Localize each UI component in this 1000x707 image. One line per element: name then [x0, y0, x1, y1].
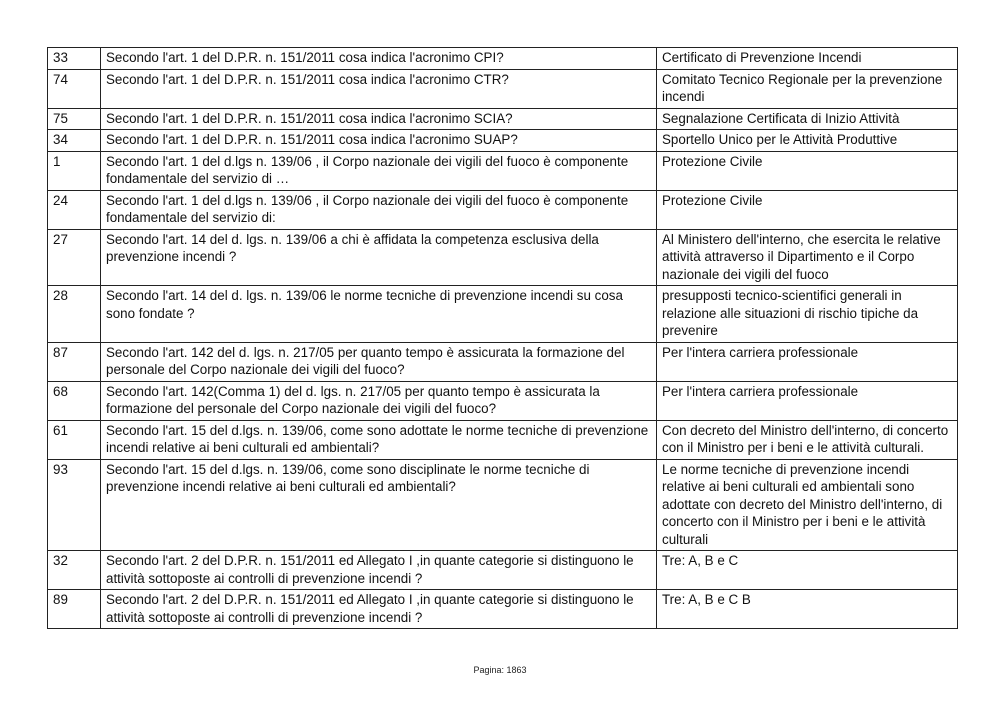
answer-cell: Comitato Tecnico Regionale per la prevenzione incendi — [657, 69, 958, 108]
table-row — [48, 342, 958, 381]
question-number-cell: 61 — [48, 420, 101, 459]
table-row — [48, 48, 958, 70]
question-number-cell: 34 — [48, 130, 101, 152]
question-number-cell: 28 — [48, 286, 101, 343]
question-number-cell: 89 — [48, 590, 101, 629]
question-cell: Secondo l'art. 1 del D.P.R. n. 151/2011 cosa indica l'acronimo SUAP? — [101, 130, 657, 152]
answer-cell: Al Ministero dell'interno, che esercita le relative attività attraverso il Dipartimento e il Corpo nazionale dei vigili del fuoco — [657, 229, 958, 286]
table-row — [48, 151, 958, 190]
answer-cell: Protezione Civile — [657, 190, 958, 229]
table-row — [48, 108, 958, 130]
page-footer: Pagina: 1863 — [473, 665, 527, 675]
question-cell: Secondo l'art. 142(Comma 1) del d. lgs. n. 217/05 per quanto tempo è assicurata la formazione del personale del Corpo nazionale dei vigili del fuoco? — [101, 381, 657, 420]
answer-cell: Certificato di Prevenzione Incendi — [657, 48, 958, 70]
question-cell: Secondo l'art. 15 del d.lgs. n. 139/06, come sono adottate le norme tecniche di prevenzione incendi relative ai beni culturali ed ambientali? — [101, 420, 657, 459]
table-row — [48, 130, 958, 152]
question-number-cell: 24 — [48, 190, 101, 229]
question-number-cell: 93 — [48, 459, 101, 551]
question-cell: Secondo l'art. 142 del d. lgs. n. 217/05 per quanto tempo è assicurata la formazione del personale del Corpo nazionale dei vigili del fuoco? — [101, 342, 657, 381]
answer-cell: presupposti tecnico-scientifici generali in relazione alle situazioni di rischio tipiche da prevenire — [657, 286, 958, 343]
question-number-cell: 75 — [48, 108, 101, 130]
answer-cell: Le norme tecniche di prevenzione incendi relative ai beni culturali ed ambientali sono adottate con decreto del Ministro dell'interno, di concerto con il Ministro per i beni e le attività culturali — [657, 459, 958, 551]
table-row — [48, 286, 958, 343]
answer-cell: Per l'intera carriera professionale — [657, 342, 958, 381]
question-number-cell: 27 — [48, 229, 101, 286]
question-number-cell: 68 — [48, 381, 101, 420]
answer-cell: Tre: A, B e C — [657, 551, 958, 590]
table-row — [48, 69, 958, 108]
answer-cell: Con decreto del Ministro dell'interno, di concerto con il Ministro per i beni e le attività culturali. — [657, 420, 958, 459]
answer-cell: Sportello Unico per le Attività Produttive — [657, 130, 958, 152]
question-number-cell: 33 — [48, 48, 101, 70]
table-row — [48, 381, 958, 420]
table-row — [48, 459, 958, 551]
answer-cell: Protezione Civile — [657, 151, 958, 190]
question-cell: Secondo l'art. 1 del D.P.R. n. 151/2011 cosa indica l'acronimo SCIA? — [101, 108, 657, 130]
question-number-cell: 87 — [48, 342, 101, 381]
answer-cell: Per l'intera carriera professionale — [657, 381, 958, 420]
question-number-cell: 74 — [48, 69, 101, 108]
question-number-cell: 1 — [48, 151, 101, 190]
question-cell: Secondo l'art. 14 del d. lgs. n. 139/06 a chi è affidata la competenza esclusiva della prevenzione incendi ? — [101, 229, 657, 286]
question-cell: Secondo l'art. 1 del D.P.R. n. 151/2011 cosa indica l'acronimo CPI? — [101, 48, 657, 70]
question-cell: Secondo l'art. 1 del D.P.R. n. 151/2011 cosa indica l'acronimo CTR? — [101, 69, 657, 108]
quiz-table-body — [48, 48, 958, 629]
question-cell: Secondo l'art. 14 del d. lgs. n. 139/06 le norme tecniche di prevenzione incendi su cosa sono fondate ? — [101, 286, 657, 343]
table-row — [48, 229, 958, 286]
table-row — [48, 190, 958, 229]
quiz-table — [47, 47, 958, 629]
table-row — [48, 590, 958, 629]
question-cell: Secondo l'art. 2 del D.P.R. n. 151/2011 ed Allegato I ,in quante categorie si distinguono le attività sottoposte ai controlli di prevenzione incendi ? — [101, 590, 657, 629]
question-cell: Secondo l'art. 15 del d.lgs. n. 139/06, come sono disciplinate le norme tecniche di prevenzione incendi relative ai beni culturali ed ambientali? — [101, 459, 657, 551]
answer-cell: Segnalazione Certificata di Inizio Attività — [657, 108, 958, 130]
question-cell: Secondo l'art. 1 del d.lgs n. 139/06 , il Corpo nazionale dei vigili del fuoco è componente fondamentale del servizio di: — [101, 190, 657, 229]
answer-cell: Tre: A, B e C B — [657, 590, 958, 629]
table-row — [48, 420, 958, 459]
table-row — [48, 551, 958, 590]
question-number-cell: 32 — [48, 551, 101, 590]
question-cell: Secondo l'art. 2 del D.P.R. n. 151/2011 ed Allegato I ,in quante categorie si distinguono le attività sottoposte ai controlli di prevenzione incendi ? — [101, 551, 657, 590]
question-cell: Secondo l'art. 1 del d.lgs n. 139/06 , il Corpo nazionale dei vigili del fuoco è componente fondamentale del servizio di … — [101, 151, 657, 190]
